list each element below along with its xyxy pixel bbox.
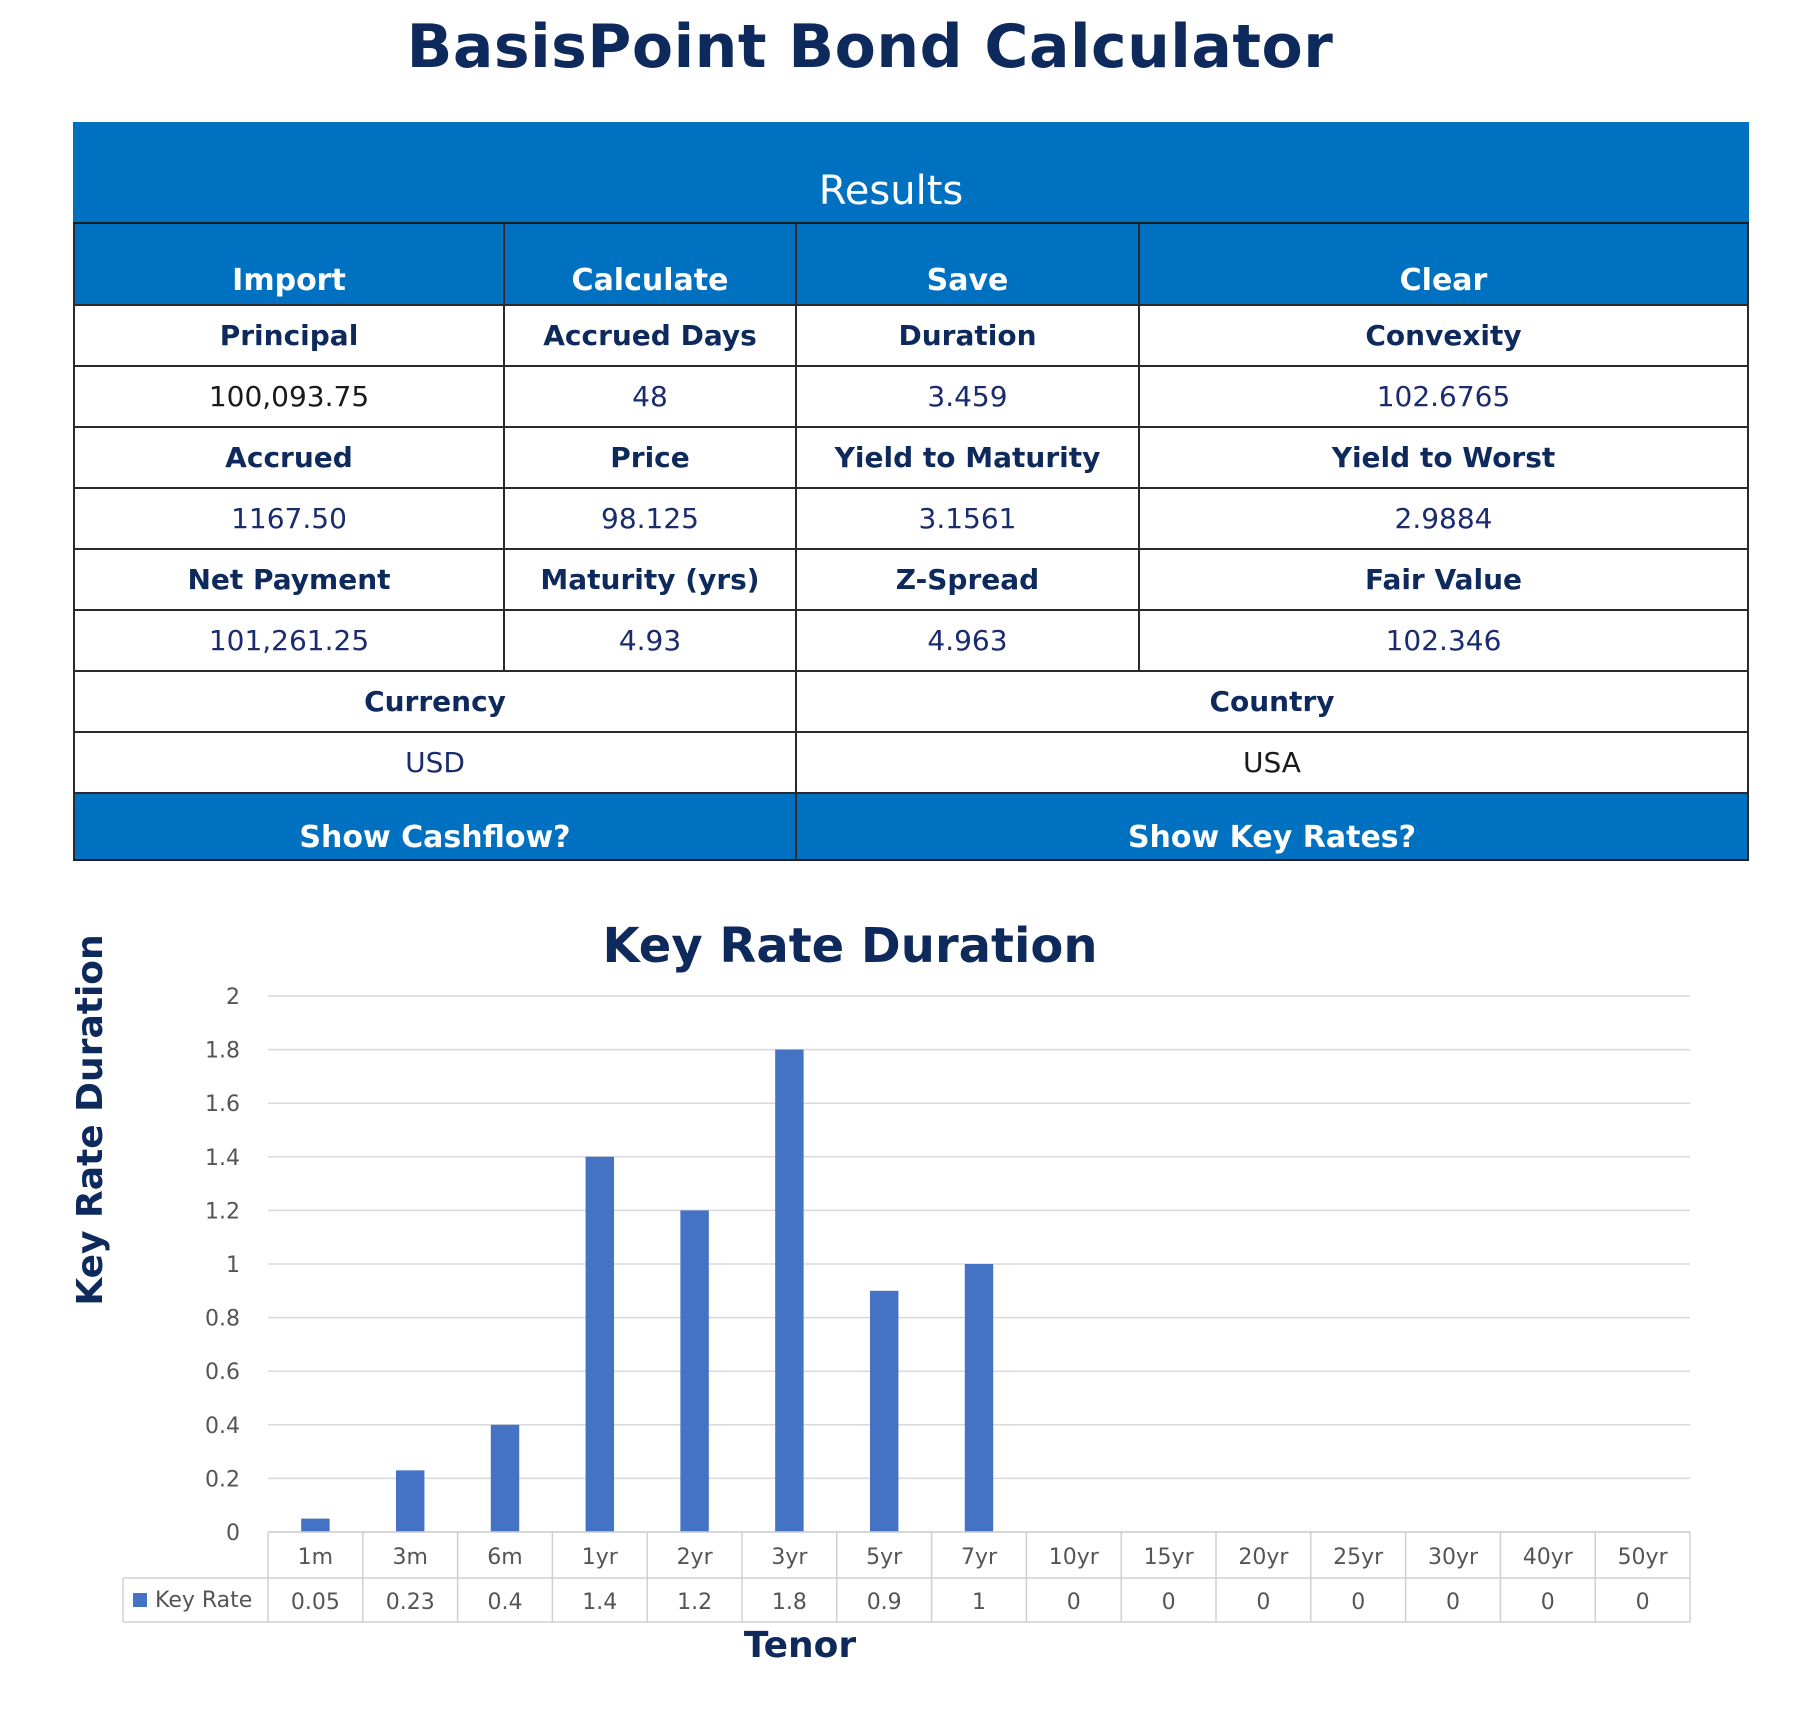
x-tick-label: 40yr xyxy=(1522,1545,1573,1570)
x-tick-label: 10yr xyxy=(1048,1545,1099,1570)
y-tick-label: 1.6 xyxy=(205,1092,240,1118)
duration-value[interactable]: 3.459 xyxy=(797,367,1140,426)
data-label: 1 xyxy=(972,1590,986,1615)
y-tick-label: 1.4 xyxy=(205,1145,240,1171)
data-label: 1.4 xyxy=(582,1590,618,1615)
x-tick-label: 3m xyxy=(392,1545,428,1570)
maturity-label: Maturity (yrs) xyxy=(505,550,797,609)
yield-to-worst-value[interactable]: 2.9884 xyxy=(1140,489,1749,548)
x-tick-label: 3yr xyxy=(771,1545,808,1570)
data-label: 1.8 xyxy=(771,1590,807,1615)
x-tick-label: 1yr xyxy=(581,1545,618,1570)
y-tick-label: 0.2 xyxy=(205,1467,240,1493)
z-spread-value[interactable]: 4.963 xyxy=(797,611,1140,670)
x-tick-label: 2yr xyxy=(676,1545,713,1570)
calculate-button[interactable]: Calculate xyxy=(505,224,797,304)
x-tick-label: 50yr xyxy=(1617,1545,1668,1570)
chart-title: Key Rate Duration xyxy=(602,918,1098,974)
y-tick-label: 2 xyxy=(226,985,240,1010)
maturity-value[interactable]: 4.93 xyxy=(505,611,797,670)
data-label: 0 xyxy=(1161,1590,1176,1615)
show-key-rates-button[interactable]: Show Key Rates? xyxy=(797,794,1749,859)
data-label: 0 xyxy=(1256,1590,1271,1615)
bar xyxy=(870,1291,898,1532)
bar xyxy=(680,1210,708,1532)
x-tick-label: 7yr xyxy=(960,1545,998,1570)
net-payment-value[interactable]: 101,261.25 xyxy=(73,611,505,670)
x-tick-label: 30yr xyxy=(1427,1545,1479,1570)
principal-label: Principal xyxy=(73,306,505,365)
accrued-days-value[interactable]: 48 xyxy=(505,367,797,426)
x-tick-label: 20yr xyxy=(1238,1545,1289,1570)
accrued-label: Accrued xyxy=(73,428,505,487)
country-label: Country xyxy=(797,672,1749,731)
show-cashflow-button[interactable]: Show Cashflow? xyxy=(73,794,797,859)
data-label: 0.05 xyxy=(290,1590,340,1615)
legend-swatch xyxy=(133,1593,147,1607)
country-value[interactable]: USA xyxy=(797,733,1749,792)
bar xyxy=(965,1264,993,1532)
save-button[interactable]: Save xyxy=(797,224,1140,304)
y-tick-label: 0.8 xyxy=(205,1306,240,1332)
data-label: 0.9 xyxy=(866,1590,902,1615)
results-header-label: Results xyxy=(818,168,964,214)
bar xyxy=(396,1470,424,1532)
y-tick-label: 0.4 xyxy=(205,1413,240,1439)
data-label: 0.4 xyxy=(487,1590,523,1615)
accrued-value[interactable]: 1167.50 xyxy=(73,489,505,548)
bar xyxy=(775,1050,803,1532)
net-payment-label: Net Payment xyxy=(73,550,505,609)
price-value[interactable]: 98.125 xyxy=(505,489,797,548)
yield-to-worst-label: Yield to Worst xyxy=(1140,428,1749,487)
x-tick-label: 15yr xyxy=(1143,1545,1194,1570)
x-tick-label: 5yr xyxy=(866,1545,903,1570)
y-tick-label: 1.8 xyxy=(205,1038,240,1064)
convexity-label: Convexity xyxy=(1140,306,1749,365)
duration-label: Duration xyxy=(797,306,1140,365)
accrued-days-label: Accrued Days xyxy=(505,306,797,365)
bar xyxy=(586,1157,614,1532)
y-tick-label: 0.6 xyxy=(205,1360,240,1386)
y-tick-label: 1 xyxy=(226,1253,240,1278)
principal-value[interactable]: 100,093.75 xyxy=(73,367,505,426)
yield-to-maturity-value[interactable]: 3.1561 xyxy=(797,489,1140,548)
currency-label: Currency xyxy=(73,672,797,731)
data-label: 0 xyxy=(1446,1590,1460,1615)
x-tick-label: 25yr xyxy=(1333,1545,1384,1570)
fair-value-label: Fair Value xyxy=(1140,550,1749,609)
data-label: 0 xyxy=(1351,1590,1366,1615)
y-tick-label: 0 xyxy=(226,1521,240,1546)
currency-value[interactable]: USD xyxy=(73,733,797,792)
x-tick-label: 6m xyxy=(487,1545,523,1570)
z-spread-label: Z-Spread xyxy=(797,550,1140,609)
data-label: 1.2 xyxy=(677,1590,713,1615)
x-tick-label: 1m xyxy=(297,1545,334,1570)
y-tick-label: 1.2 xyxy=(205,1199,240,1225)
app-title: BasisPoint Bond Calculator xyxy=(406,12,1334,82)
data-label: 0 xyxy=(1635,1590,1650,1615)
price-label: Price xyxy=(505,428,797,487)
import-button[interactable]: Import xyxy=(73,224,505,304)
bar xyxy=(301,1519,329,1532)
fair-value-value[interactable]: 102.346 xyxy=(1140,611,1749,670)
clear-button[interactable]: Clear xyxy=(1140,224,1749,304)
convexity-value[interactable]: 102.6765 xyxy=(1140,367,1749,426)
chart-y-axis-label: Key Rate Duration xyxy=(70,934,111,1306)
bar xyxy=(491,1425,519,1532)
yield-to-maturity-label: Yield to Maturity xyxy=(797,428,1140,487)
data-label: 0 xyxy=(1540,1590,1555,1615)
chart-x-axis-label: Tenor xyxy=(743,1625,857,1666)
data-label: 0.23 xyxy=(385,1590,435,1615)
data-label: 0 xyxy=(1066,1590,1081,1615)
legend-label: Key Rate xyxy=(155,1588,253,1613)
